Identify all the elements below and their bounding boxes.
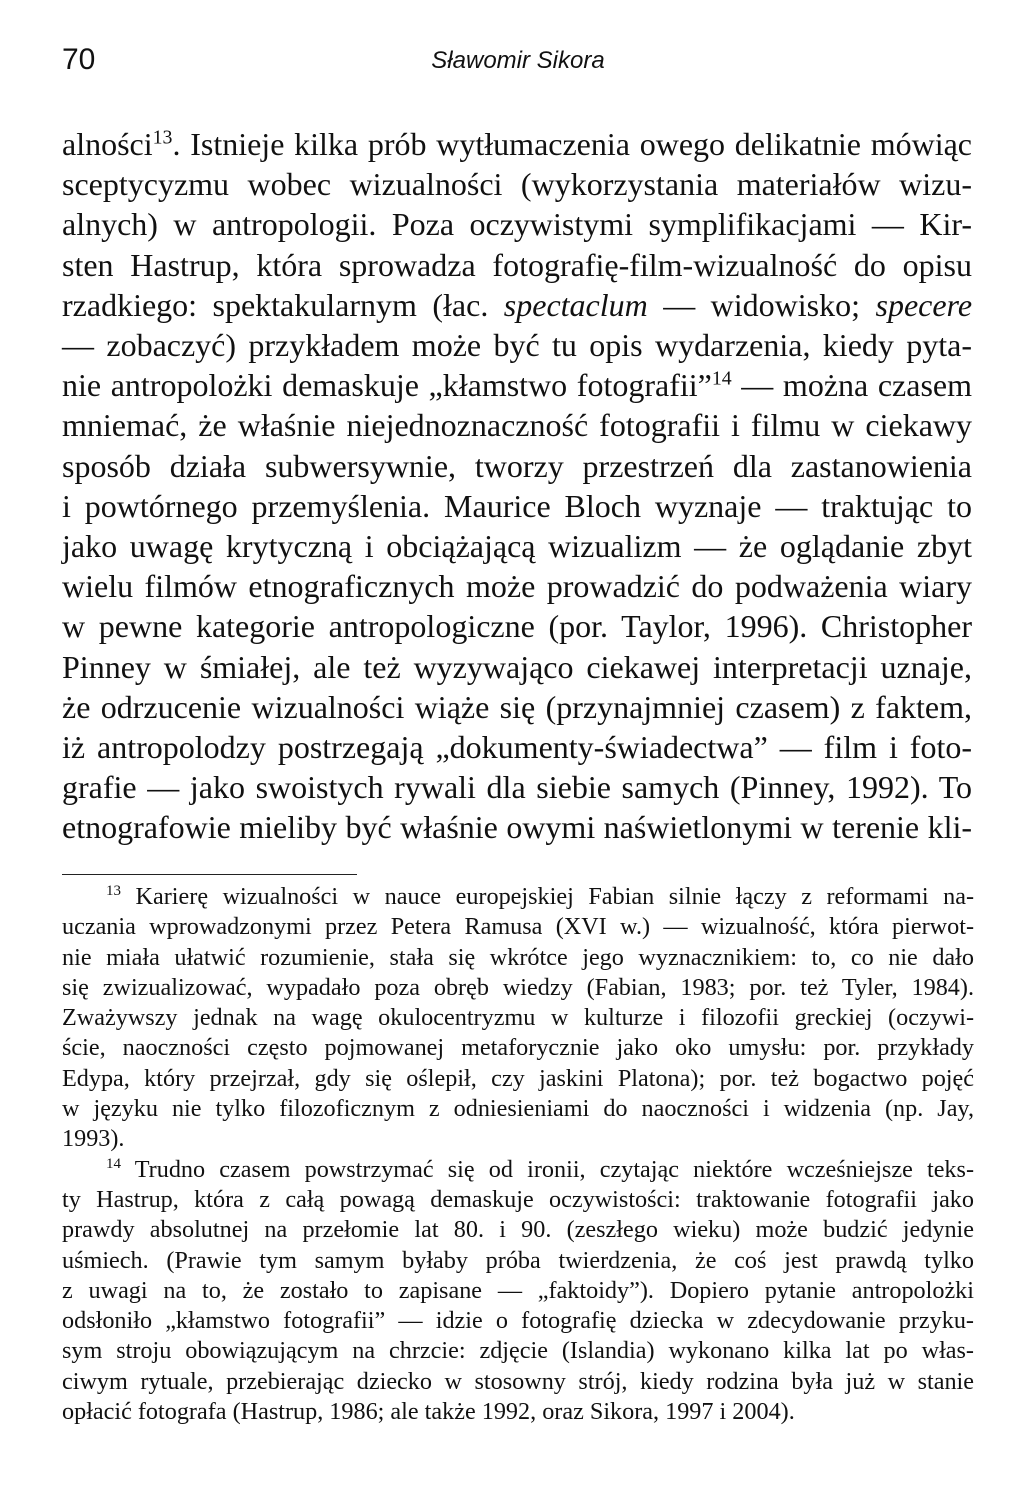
footnote-line: ty Hastrup, która z całą powagą demaskuje oczywistości: traktowanie fotografii jako [62,1185,974,1213]
body-line: że odrzucenie wizualności wiąże się (przynajmniej czasem) z faktem, [62,688,972,725]
footnote-separator [62,874,357,875]
running-head: Sławomir Sikora [431,47,605,74]
footnote-line: z uwagi na to, że zostało to zapisane — „faktoidy”). Dopiero pytanie antropolożki [62,1276,974,1304]
footnote-line: prawdy absolutnej na przełomie lat 80. i 90. (zeszłego wieku) może budzić jedynie [62,1216,974,1244]
page-number: 70 [62,43,96,76]
footnote-line: się zwizualizować, wypadało poza obręb wiedzy (Fabian, 1983; por. też Tyler, 1984). [62,973,974,1001]
body-line: iż antropolodzy postrzegają „dokumenty-świadectwa” — film i foto- [62,729,972,766]
latin-term: spectaclum [503,286,648,323]
body-line: grafie — jako swoistych rywali dla siebie samych (Pinney, 1992). To [62,769,972,806]
body-line: alności$^{13}$. Istnieje kilka prób wytłumaczenia owego delikatnie mówiąc [62,126,972,162]
footnote-line: Zważywszy jednak na wagę okulocentryzmu w kulturze i filozofii greckiej (oczywi- [62,1004,974,1032]
footnote-line: Edypa, który przejrzał, gdy się oślepił, czy jaskini Platona); por. też bogactwo pojęć [62,1064,974,1092]
footnote-ref-14[interactable]: 14 [711,367,732,390]
body-line: rzadkiego: spektakularnym (łac. spectaclum — widowisko; specere [62,286,973,323]
footnotes [62,882,974,1427]
footnote-line: w języku nie tylko filozoficznym z odniesieniami do naoczności i widzenia (np. Jay, [62,1095,974,1123]
latin-term: specere [875,286,973,323]
body-line: w pewne kategorie antropologiczne (por. Taylor, 1996). Christopher [62,608,972,645]
body-line: sposób działa subwersywnie, tworzy przestrzeń dla zastanowienia [62,447,972,484]
footnote-13 [62,882,974,1155]
body-line: wielu filmów etnograficznych może prowadzić do podważenia wiary [62,568,972,605]
footnote-line: $^{13}$ Karierę wizualności w nauce europejskiej Fabian silnie łączy z reformami na- [106,882,974,910]
body-line: Pinney w śmiałej, ale też wyzywająco ciekawej interpretacji uznaje, [62,648,972,685]
body-line: nie antropolożki demaskuje „kłamstwo fotografii”$^{14}$ — można czasem [62,367,973,404]
footnote-line: ciwym rytuale, przebierając dziecko w stosowny strój, kiedy rodzina była już w stanie [62,1367,974,1395]
footnote-line: odsłoniło „kłamstwo fotografii” — idzie o fotografię dziecka w zdecydowanie przyku- [62,1307,974,1335]
footnote-number: 13 [106,882,121,899]
page-header [62,42,974,82]
body-line: mniemać, że właśnie niejednoznaczność fotografii i filmu w ciekawy [62,407,972,444]
body-line: sten Hastrup, która sprowadza fotografię-film-wizualność do opisu [62,246,972,283]
footnote-number: 14 [106,1155,121,1172]
footnote-line: sym stroju obowiązującym na chrzcie: zdjęcie (Islandia) wykonano kilka lat po włas- [62,1337,974,1365]
footnote-line: uczania wprowadzonymi przez Petera Ramusa (XVI w.) — wizualność, która pierwot- [62,913,974,941]
body-line: jako uwagę krytyczną i obciążającą wizualizm — że oglądanie zbyt [62,528,972,565]
footnote-line: 1993). [62,1125,125,1153]
body-line: — zobaczyć) przykładem może być tu opis wydarzenia, kiedy pyta- [62,327,972,364]
body-line: sceptycyzmu wobec wizualności (wykorzystania materiałów wizu- [62,166,972,203]
body-line: i powtórnego przemyślenia. Maurice Bloch wyznaje — traktując to [62,487,972,524]
body-text [62,124,972,848]
body-line: alnych) w antropologii. Poza oczywistymi symplifikacjami — Kir- [62,206,972,243]
footnote-line: $^{14}$ Trudno czasem powstrzymać się od ironii, czytając niektóre wcześniejsze teks- [106,1155,974,1183]
footnote-line: uśmiech. (Prawie tym samym byłaby próba twierdzenia, że coś jest prawdą tylko [62,1246,974,1274]
footnote-line: opłacić fotografa (Hastrup, 1986; ale także 1992, oraz Sikora, 1997 i 2004). [62,1398,795,1426]
footnote-line: ście, naoczności często pojmowanej metaforycznie jako oko umysłu: por. przykłady [62,1034,974,1062]
footnote-ref-13[interactable]: 13 [152,126,173,149]
footnote-14 [62,1155,974,1428]
footnote-line: nie miała ułatwić rozumienie, stała się wkrótce jego wyznacznikiem: to, co nie dało [62,943,974,971]
body-line: etnografowie mieliby być właśnie owymi naświetlonymi w terenie kli- [62,809,972,846]
